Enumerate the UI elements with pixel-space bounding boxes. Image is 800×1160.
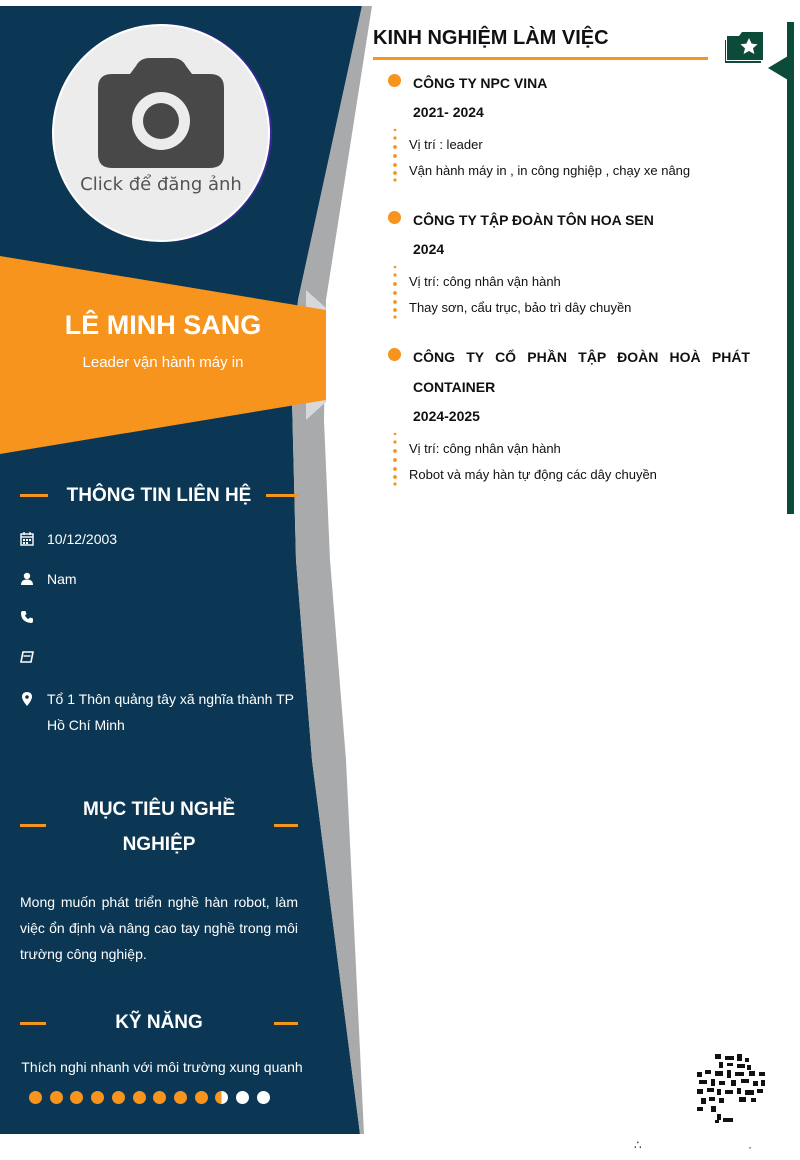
- candidate-job-title: Leader vận hành máy in: [82, 354, 244, 371]
- phone-icon: [20, 610, 34, 624]
- skill-rating-dot: [153, 1091, 166, 1104]
- job-company: CÔNG TY NPC VINA: [413, 75, 548, 91]
- job-period: 2024: [413, 241, 445, 257]
- job-timeline: [393, 128, 397, 182]
- email-icon: [20, 650, 34, 664]
- right-accent-bar: [787, 22, 794, 514]
- calendar-icon: [20, 532, 34, 546]
- skill-rating-dot: [70, 1091, 83, 1104]
- skill-rating-dot: [257, 1091, 270, 1104]
- heading-dash-right: [266, 494, 298, 497]
- experience-heading-underline: [373, 57, 708, 60]
- skill-rating-dot: [29, 1091, 42, 1104]
- experience-heading: KINH NGHIỆM LÀM VIỆC: [373, 27, 609, 49]
- skill-rating-dot: [215, 1091, 228, 1104]
- qr-code: [697, 1054, 767, 1124]
- skill-rating-dot: [174, 1091, 187, 1104]
- job-period: 2021- 2024: [413, 104, 484, 120]
- job-bullet: [388, 211, 401, 224]
- contact-birthday: 10/12/2003: [47, 531, 118, 547]
- location-pin-icon: [20, 692, 34, 706]
- job-timeline: [393, 432, 397, 486]
- job-line: Vị trí : leader: [409, 137, 483, 152]
- heading-dash-left: [20, 1022, 46, 1025]
- job-line: Vị trí: công nhân vận hành: [409, 441, 561, 456]
- job-line: Robot và máy hàn tự động các dây chuyền: [409, 467, 657, 482]
- user-icon: [20, 572, 34, 586]
- skill-rating-dot: [236, 1091, 249, 1104]
- job-entry: [388, 205, 754, 325]
- folder-star-icon: [725, 30, 765, 64]
- job-period: 2024-2025: [413, 408, 480, 424]
- avatar-caption: Click để đăng ảnh: [80, 174, 242, 195]
- heading-dash-left: [20, 494, 48, 497]
- skill-rating-dot: [133, 1091, 146, 1104]
- job-company: CÔNG TY CỔ PHẦN TẬP ĐOÀN HOÀ PHÁT CONTAINER: [413, 349, 750, 395]
- heading-dash-left: [20, 824, 46, 827]
- skill-name: Thích nghi nhanh với môi trường xung quanh: [21, 1059, 303, 1075]
- skills-heading: KỸ NĂNG: [115, 1012, 203, 1033]
- avatar-upload[interactable]: [52, 24, 270, 242]
- skill-rating: [29, 1091, 279, 1105]
- contact-gender: Nam: [47, 571, 77, 587]
- job-line: Vị trí: công nhân vận hành: [409, 274, 561, 289]
- objective-text: Mong muốn phát triển nghề hàn robot, làm việc ổn định và nâng cao tay nghề trong môi trường công nghiệp.: [20, 894, 298, 962]
- contact-heading: THÔNG TIN LIÊN HỆ: [66, 485, 252, 506]
- skill-rating-dot: [112, 1091, 125, 1104]
- candidate-name: LÊ MINH SANG: [64, 310, 262, 340]
- job-entry: [388, 342, 754, 492]
- contact-address-row: [20, 686, 300, 738]
- right-accent-tab: [768, 56, 788, 80]
- job-line: Vận hành máy in , in công nghiệp , chạy xe nâng: [409, 163, 691, 178]
- skill-rating-dot: [50, 1091, 63, 1104]
- camera-icon: [98, 58, 224, 168]
- job-line: Thay sơn, cẩu trục, bảo trì dây chuyền: [409, 300, 632, 315]
- job-bullet: [388, 348, 401, 361]
- contact-gender-row: [20, 566, 300, 592]
- job-company: CÔNG TY TẬP ĐOÀN TÔN HOA SEN: [413, 212, 654, 228]
- skill-rating-dot: [91, 1091, 104, 1104]
- job-entry: [388, 68, 754, 188]
- contact-birthday-row: [20, 526, 300, 552]
- contact-address: Tổ 1 Thôn quảng tây xã nghĩa thành TP Hồ Chí Minh: [47, 691, 294, 733]
- heading-dash-right: [274, 1022, 298, 1025]
- job-bullet: [388, 74, 401, 87]
- objective-heading: MỤC TIÊU NGHỀ NGHIỆP: [83, 799, 235, 855]
- contact-email-row: [20, 644, 300, 670]
- skill-rating-dot: [195, 1091, 208, 1104]
- contact-phone-row: [20, 604, 300, 630]
- heading-dash-right: [274, 824, 298, 827]
- job-timeline: [393, 265, 397, 319]
